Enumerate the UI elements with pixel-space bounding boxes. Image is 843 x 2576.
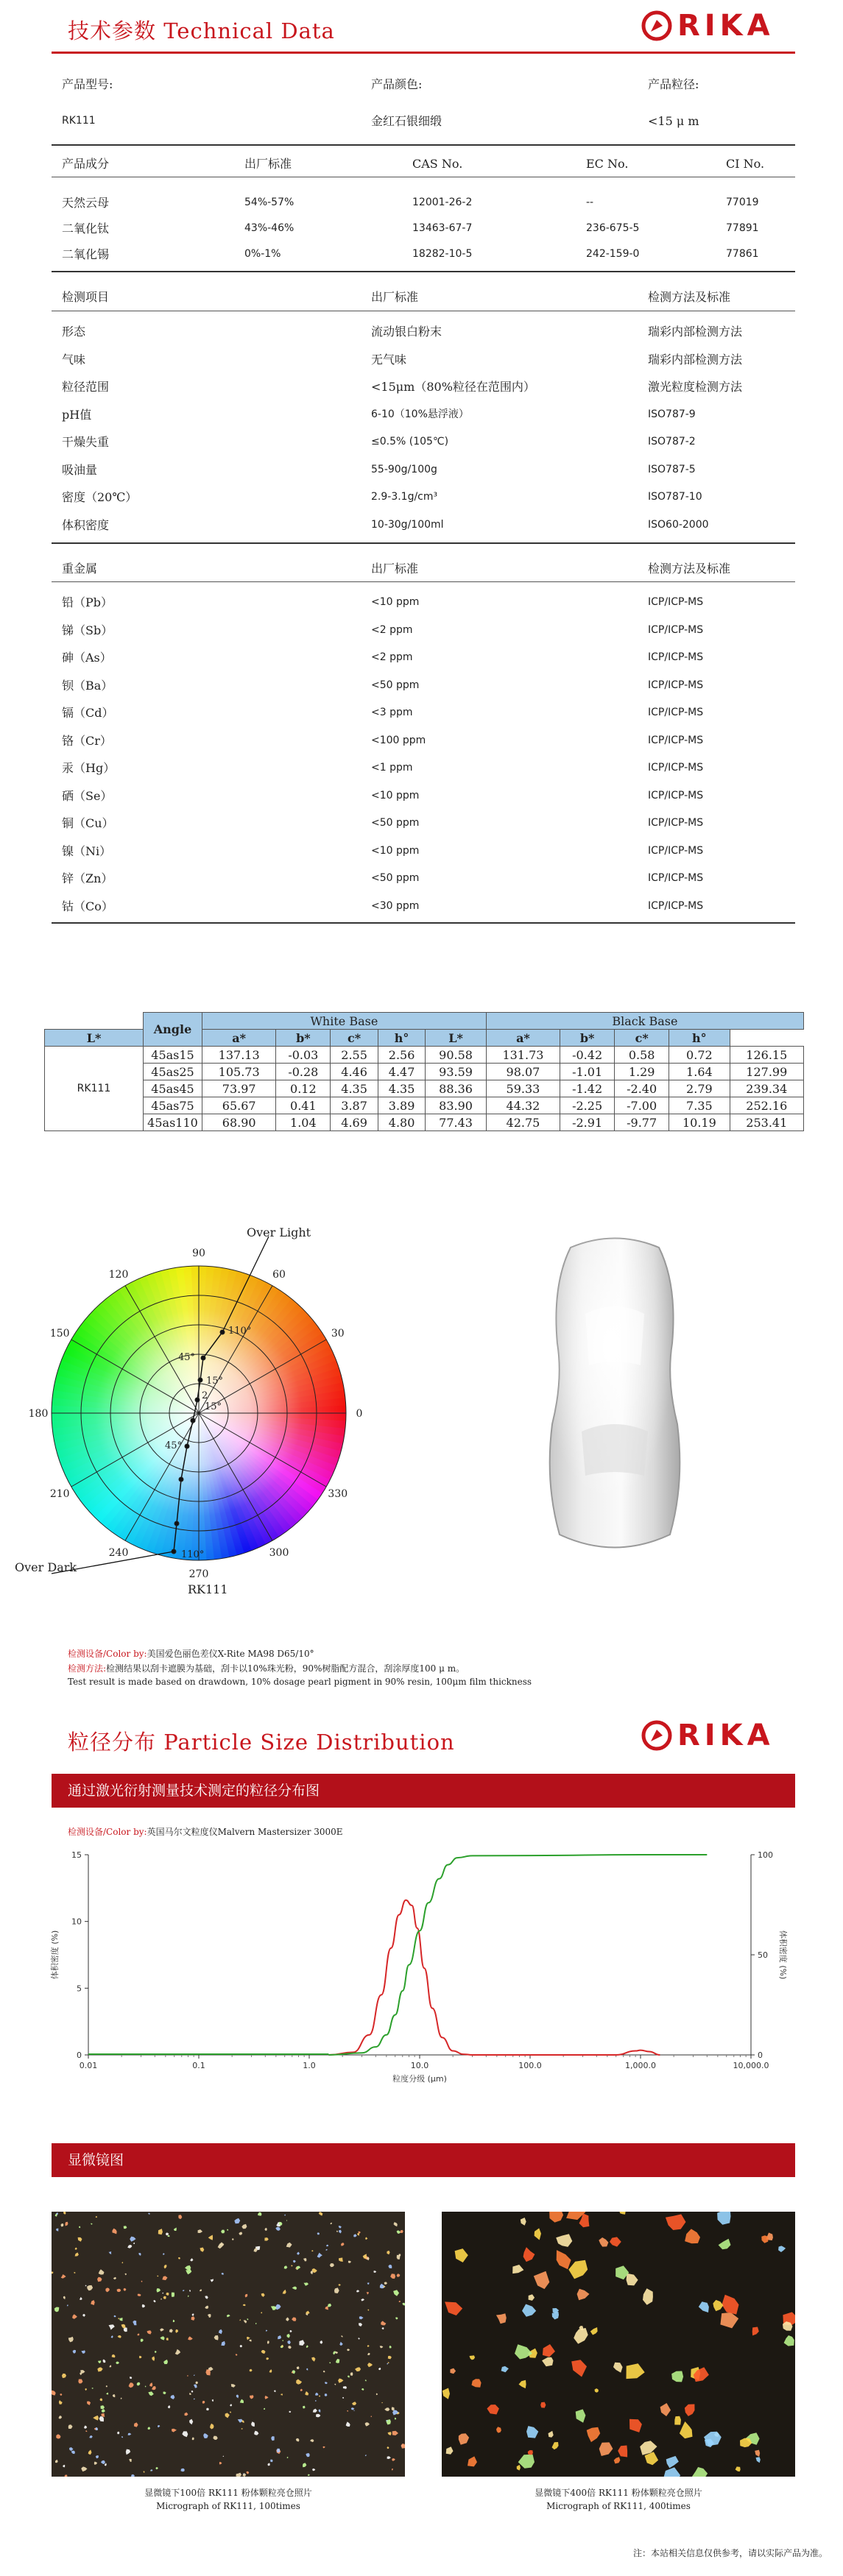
lab-col-header: a* (202, 1030, 276, 1047)
lab-cell: 105.73 (202, 1064, 276, 1080)
logo-mark-icon (641, 1719, 673, 1752)
tests-cell: 密度（20℃） (62, 490, 138, 504)
metals-row (62, 838, 798, 865)
lab-col-header: h° (378, 1030, 425, 1047)
tests-cell: 瑞彩内部检测方法 (648, 325, 743, 339)
metals-cell: 铬（Cr） (62, 733, 112, 748)
metals-cell: 钴（Co） (62, 899, 113, 913)
x-axis-title: 粒度分级 (μm) (392, 2074, 447, 2084)
tests-cell: <15μm（80%粒径在范围内） (371, 380, 535, 394)
metals-cell: ICP/ICP-MS (648, 872, 704, 884)
lab-col-header: c* (331, 1030, 378, 1047)
wheel-angle-label: 90 (192, 1248, 205, 1259)
coated-sample-image (541, 1233, 688, 1564)
lab-cell: 45as110 (144, 1114, 202, 1131)
metals-cell: 钡（Ba） (62, 678, 113, 693)
wheel-angle-label: 60 (272, 1269, 286, 1281)
lab-cell: 45as25 (144, 1064, 202, 1080)
size-label: 产品粒径: (648, 77, 699, 91)
wheel-angle-label: 300 (269, 1546, 289, 1559)
tests-row (62, 456, 798, 484)
metals-cell: 锑（Sb） (62, 623, 113, 637)
lab-cell: 45as15 (144, 1047, 202, 1064)
tests-cell: 55-90g/100g (371, 463, 437, 475)
composition-row (62, 189, 798, 216)
lab-cell: 98.07 (486, 1064, 560, 1080)
rika-logo (641, 9, 775, 43)
lab-cell: 0.41 (276, 1097, 331, 1114)
wheel-angle-label: 150 (49, 1328, 70, 1340)
tests-header-cell: 检测方法及标准 (648, 290, 731, 304)
lab-cell: 4.46 (331, 1064, 378, 1080)
lab-cell: -2.25 (560, 1097, 615, 1114)
model-value: RK111 (62, 115, 96, 127)
lab-cell: -9.77 (615, 1114, 669, 1131)
wheel-data-point (201, 1356, 205, 1360)
lab-cell: 44.32 (486, 1097, 560, 1114)
metals-cell: ICP/ICP-MS (648, 899, 704, 912)
tests-row (62, 428, 798, 456)
lab-cell: 239.34 (730, 1080, 803, 1097)
lab-cell: 68.90 (202, 1114, 276, 1131)
tests-cell: 粒径范围 (62, 380, 110, 394)
tests-cell: 形态 (62, 325, 86, 339)
x-tick-label: 10.0 (410, 2061, 429, 2070)
composition-cell: 242-159-0 (586, 248, 640, 260)
composition-header-cell: 出厂标准 (244, 157, 292, 171)
metals-cell: 镉（Cd） (62, 706, 114, 720)
over-dark-label: Over Dark (15, 1560, 77, 1574)
metals-cell: 锌（Zn） (62, 871, 113, 885)
composition-cell: 77019 (726, 197, 759, 208)
metals-cell: <1 ppm (371, 762, 413, 774)
lab-cell: 0.72 (669, 1047, 730, 1064)
metals-cell: ICP/ICP-MS (648, 789, 704, 802)
lab-cell: 90.58 (426, 1047, 486, 1064)
tests-cell: ISO787-5 (648, 463, 696, 475)
micrograph-100x (52, 2212, 405, 2477)
micrograph-400x-caption: 显微镜下400倍 RK111 粉体颗粒亮仓照片 Micrograph of RK111, 400times (535, 2488, 702, 2511)
lab-col-header: a* (486, 1030, 560, 1047)
metals-row (62, 589, 798, 616)
metals-cell: ICP/ICP-MS (648, 623, 704, 636)
micrograph-100x-caption: 显微镜下100倍 RK111 粉体颗粒亮仓照片 Micrograph of RK111, 100times (144, 2488, 312, 2511)
metals-cell: <50 ppm (371, 679, 420, 691)
lab-cell: 3.89 (378, 1097, 425, 1114)
y-right-tick-label: 0 (758, 2050, 763, 2060)
method-note-en: Test result is made based on drawdown, 10% dosage pearl pigment in 90% resin, 100μm film thickness (68, 1677, 532, 1687)
x-tick-label: 100.0 (518, 2061, 542, 2070)
lab-cell: 1.29 (615, 1064, 669, 1080)
composition-row (62, 215, 798, 242)
tests-cell: pH值 (62, 407, 92, 422)
composition-row (62, 241, 798, 268)
x-tick-label: 1,000.0 (625, 2061, 656, 2070)
tests-row (62, 484, 798, 511)
metals-cell: ICP/ICP-MS (648, 707, 704, 718)
lab-row (45, 1064, 804, 1080)
tests-cell: 流动银白粉末 (371, 325, 442, 339)
tests-cell: 2.9-3.1g/cm³ (371, 491, 438, 503)
composition-cell: 二氧化钛 (62, 222, 110, 236)
lab-cell: 2.55 (331, 1047, 378, 1064)
metals-cell: ICP/ICP-MS (648, 762, 704, 774)
lab-col-header: c* (615, 1030, 669, 1047)
x-tick-label: 0.01 (79, 2061, 98, 2070)
x-tick-label: 0.1 (192, 2061, 205, 2070)
composition-header-cell: CAS No. (412, 157, 463, 171)
wheel-data-point (179, 1477, 183, 1482)
method-note: 检测方法:检测结果以刮卡遮膜为基础，刮卡以10%珠光粉，90%树脂配方混合，刮涂厚度100 μ m。 (68, 1663, 465, 1674)
metals-row (62, 754, 798, 782)
metals-cell: <100 ppm (371, 734, 426, 746)
metals-cell: ICP/ICP-MS (648, 596, 704, 608)
tests-cell: ISO787-2 (648, 436, 696, 447)
metals-row (62, 699, 798, 726)
composition-cell: 天然云母 (62, 196, 110, 210)
lab-cell: 126.15 (730, 1047, 803, 1064)
wheel-data-point (191, 1418, 195, 1423)
lab-cell: 93.59 (426, 1064, 486, 1080)
tests-cell: 吸油量 (62, 462, 98, 477)
lab-cell: 77.43 (426, 1114, 486, 1131)
lab-cell: 88.36 (426, 1080, 486, 1097)
micrograph-400x (442, 2212, 795, 2477)
footer-note: 注：本站相关信息仅供参考，请以实际产品为准。 (633, 2548, 828, 2558)
composition-cell: -- (586, 197, 594, 208)
tests-cell: 干燥失重 (62, 435, 110, 449)
pigment-flake (674, 2416, 681, 2425)
composition-header-cell: 产品成分 (62, 157, 110, 171)
product-labels (62, 71, 798, 98)
wheel-angle-label: 0 (356, 1408, 363, 1420)
lab-cell: 1.04 (276, 1114, 331, 1131)
tests-cell: 气味 (62, 352, 86, 367)
lab-color-table (44, 1012, 804, 1131)
composition-cell: 12001-26-2 (412, 197, 473, 208)
lab-cell: 4.69 (331, 1114, 378, 1131)
metals-row (62, 782, 798, 810)
lab-row (45, 1047, 804, 1064)
tests-header-cell: 检测项目 (62, 290, 110, 304)
lab-cell: 59.33 (486, 1080, 560, 1097)
metals-header-cell: 重金属 (62, 562, 98, 576)
cumulative-series-line (328, 1855, 707, 2055)
metals-cell: 铅（Pb） (62, 595, 113, 609)
size-value: <15 μ m (648, 114, 699, 128)
metals-cell: <10 ppm (371, 789, 420, 802)
y-right-tick-label: 100 (758, 1850, 773, 1860)
lab-cell: 4.47 (378, 1064, 425, 1080)
composition-cell: 54%-57% (244, 197, 294, 208)
tests-cell: ≤0.5% (105℃) (371, 436, 449, 447)
lab-cell: -0.28 (276, 1064, 331, 1080)
composition-cell: 13463-67-7 (412, 222, 473, 234)
y-left-tick-label: 15 (71, 1850, 82, 1860)
x-tick-label: 10,000.0 (733, 2061, 769, 2070)
wheel-angle-label: 210 (49, 1488, 70, 1500)
lab-cell: 42.75 (486, 1114, 560, 1131)
wheel-data-point (195, 1398, 200, 1402)
psd-title: 粒径分布 Particle Size Distribution (68, 1730, 455, 1755)
lab-cell: -0.03 (276, 1047, 331, 1064)
metals-cell: 汞（Hg） (62, 761, 116, 775)
lab-cell: 83.90 (426, 1097, 486, 1114)
color-wheel (7, 1214, 390, 1612)
tests-row (62, 512, 798, 539)
wheel-angle-label: 30 (331, 1328, 345, 1340)
metals-row (62, 617, 798, 644)
y-right-title: 体积密度 (%) (778, 1930, 788, 1980)
wheel-data-point (198, 1378, 202, 1382)
metals-header (62, 555, 798, 582)
tests-header-cell: 出厂标准 (371, 290, 419, 304)
tests-row (62, 401, 798, 428)
y-left-tick-label: 0 (77, 2050, 82, 2060)
tests-cell: ISO787-10 (648, 491, 702, 503)
metals-cell: 镍（Ni） (62, 843, 112, 858)
logo-text: RIKA (677, 9, 775, 43)
lab-cell: 4.35 (378, 1080, 425, 1097)
y-left-tick-label: 10 (71, 1917, 82, 1927)
lab-cell: 4.35 (331, 1080, 378, 1097)
composition-cell: 43%-46% (244, 222, 294, 234)
lab-col-header: h° (669, 1030, 730, 1047)
wheel-data-point (185, 1444, 189, 1448)
wheel-angle-mark: 15° (205, 1401, 222, 1412)
y-left-tick-label: 5 (77, 1984, 82, 1994)
composition-header-cell: CI No. (726, 157, 765, 171)
composition-cell: 二氧化锡 (62, 247, 110, 261)
lab-cell: -1.01 (560, 1064, 615, 1080)
lab-cell: -2.40 (615, 1080, 669, 1097)
metals-cell: <2 ppm (371, 651, 413, 663)
metals-header-cell: 检测方法及标准 (648, 562, 731, 576)
over-light-label: Over Light (247, 1225, 311, 1239)
x-tick-label: 1.0 (303, 2061, 316, 2070)
device-note: 检测设备/Color by:美国爱色丽色差仪X-Rite MA98 D65/10° (68, 1649, 314, 1659)
wheel-angle-label: 180 (28, 1408, 49, 1420)
metals-cell: ICP/ICP-MS (648, 817, 704, 829)
metals-cell: <50 ppm (371, 872, 420, 884)
tests-cell: ISO787-9 (648, 408, 696, 420)
metals-row (62, 672, 798, 699)
lab-cell: 252.16 (730, 1097, 803, 1114)
lab-row (45, 1097, 804, 1114)
metals-cell: 硒（Se） (62, 788, 113, 803)
header-divider (52, 52, 795, 54)
lab-cell: -2.91 (560, 1114, 615, 1131)
tests-row (62, 346, 798, 373)
composition-cell: 77861 (726, 248, 759, 260)
metals-cell: <30 ppm (371, 899, 420, 912)
lab-cell: 1.64 (669, 1064, 730, 1080)
metals-cell: ICP/ICP-MS (648, 734, 704, 746)
wheel-angle-mark: 110° (228, 1326, 252, 1337)
metals-cell: <50 ppm (371, 817, 420, 829)
metals-row (62, 810, 798, 837)
lab-cell: 0.58 (615, 1047, 669, 1064)
wheel-angle-label: 120 (108, 1269, 129, 1281)
y-right-tick-label: 50 (758, 1950, 768, 1960)
tests-cell: 体积密度 (62, 517, 110, 532)
wheel-angle-label: 330 (328, 1488, 348, 1500)
microscope-banner: 显微镜图 (52, 2143, 795, 2177)
lab-row (45, 1080, 804, 1097)
lab-cell: 253.41 (730, 1114, 803, 1131)
lab-cell: 10.19 (669, 1114, 730, 1131)
lab-col-header: L* (426, 1030, 486, 1047)
metals-cell: <10 ppm (371, 596, 420, 608)
wheel-angle-mark: 45° (165, 1440, 183, 1451)
page-title: 技术参数 Technical Data (68, 18, 335, 43)
lab-col-header: b* (560, 1030, 615, 1047)
section-divider (52, 542, 795, 544)
metals-row (62, 727, 798, 754)
tests-header (62, 283, 798, 311)
model-label: 产品型号: (62, 77, 113, 91)
logo-text: RIKA (677, 1719, 775, 1752)
color-value: 金红石银细缎 (371, 114, 442, 128)
black-base-header: Black Base (486, 1013, 803, 1030)
lab-cell: 45as45 (144, 1080, 202, 1097)
tests-cell: 10-30g/100ml (371, 518, 444, 531)
metals-row (62, 644, 798, 671)
metals-row (62, 865, 798, 892)
lab-cell: -0.42 (560, 1047, 615, 1064)
lab-cell: 127.99 (730, 1064, 803, 1080)
lab-col-header: L* (45, 1030, 144, 1047)
metals-cell: 铜（Cu） (62, 816, 114, 830)
lab-cell: 45as75 (144, 1097, 202, 1114)
angle-header: Angle (144, 1013, 202, 1047)
lab-cell: 0.12 (276, 1080, 331, 1097)
lab-cell: -7.00 (615, 1097, 669, 1114)
product-values (62, 107, 798, 135)
tests-cell: 激光粒度检测方法 (648, 380, 743, 394)
lab-cell: 137.13 (202, 1047, 276, 1064)
tests-row (62, 373, 798, 400)
composition-cell: 0%-1% (244, 248, 281, 260)
metals-header-cell: 出厂标准 (371, 562, 419, 576)
rika-logo (641, 1719, 775, 1752)
psd-device-note: 检测设备/Color by:英国马尔文粒度仪Malvern Mastersizer 3000E (68, 1827, 343, 1837)
composition-cell: 18282-10-5 (412, 248, 473, 260)
wheel-angle-label: 240 (108, 1546, 129, 1559)
tests-cell: 6-10（10%悬浮液） (371, 408, 469, 420)
section-divider (52, 271, 795, 272)
metals-cell: 砷（As） (62, 651, 112, 665)
section-divider (52, 922, 795, 924)
metals-cell: <3 ppm (371, 707, 413, 718)
metals-cell: <2 ppm (371, 623, 413, 636)
lab-col-header: b* (276, 1030, 331, 1047)
tests-row (62, 318, 798, 345)
wheel-product-label: RK111 (188, 1582, 228, 1596)
wheel-angle-mark: 2 (202, 1390, 208, 1401)
lab-cell: 131.73 (486, 1047, 560, 1064)
lab-cell: 73.97 (202, 1080, 276, 1097)
tests-cell: 无气味 (371, 352, 407, 367)
lab-product-cell: RK111 (45, 1047, 144, 1131)
y-left-title: 体积密度 (%) (50, 1930, 60, 1980)
color-label: 产品颜色: (371, 77, 423, 91)
composition-header (62, 150, 798, 177)
wheel-angle-mark: 110° (181, 1549, 205, 1560)
composition-cell: 77891 (726, 222, 759, 234)
metals-cell: <10 ppm (371, 844, 420, 857)
section-divider (52, 144, 795, 146)
wheel-angle-label: 270 (188, 1568, 209, 1580)
lab-cell: 2.56 (378, 1047, 425, 1064)
wheel-angle-mark: 45° (178, 1352, 196, 1363)
lab-cell: -1.42 (560, 1080, 615, 1097)
logo-mark-icon (641, 10, 673, 42)
composition-cell: 236-675-5 (586, 222, 640, 234)
metals-row (62, 893, 798, 920)
lab-cell: 2.79 (669, 1080, 730, 1097)
tests-cell: 瑞彩内部检测方法 (648, 352, 743, 367)
particle-size-chart (44, 1840, 810, 2112)
psd-banner: 通过激光衍射测量技术测定的粒径分布图 (52, 1774, 795, 1808)
density-series-line (328, 1900, 660, 2055)
lab-row (45, 1114, 804, 1131)
lab-cell: 65.67 (202, 1097, 276, 1114)
composition-header-cell: EC No. (586, 157, 629, 171)
wheel-angle-mark: 15° (206, 1376, 224, 1387)
white-base-header: White Base (202, 1013, 487, 1030)
pigment-flake (172, 2293, 174, 2297)
metals-cell: ICP/ICP-MS (648, 651, 704, 663)
lab-cell: 7.35 (669, 1097, 730, 1114)
tests-cell: ISO60-2000 (648, 518, 709, 531)
metals-cell: ICP/ICP-MS (648, 679, 704, 691)
metals-cell: ICP/ICP-MS (648, 844, 704, 857)
wheel-data-point (174, 1521, 179, 1526)
lab-cell: 3.87 (331, 1097, 378, 1114)
lab-cell: 4.80 (378, 1114, 425, 1131)
